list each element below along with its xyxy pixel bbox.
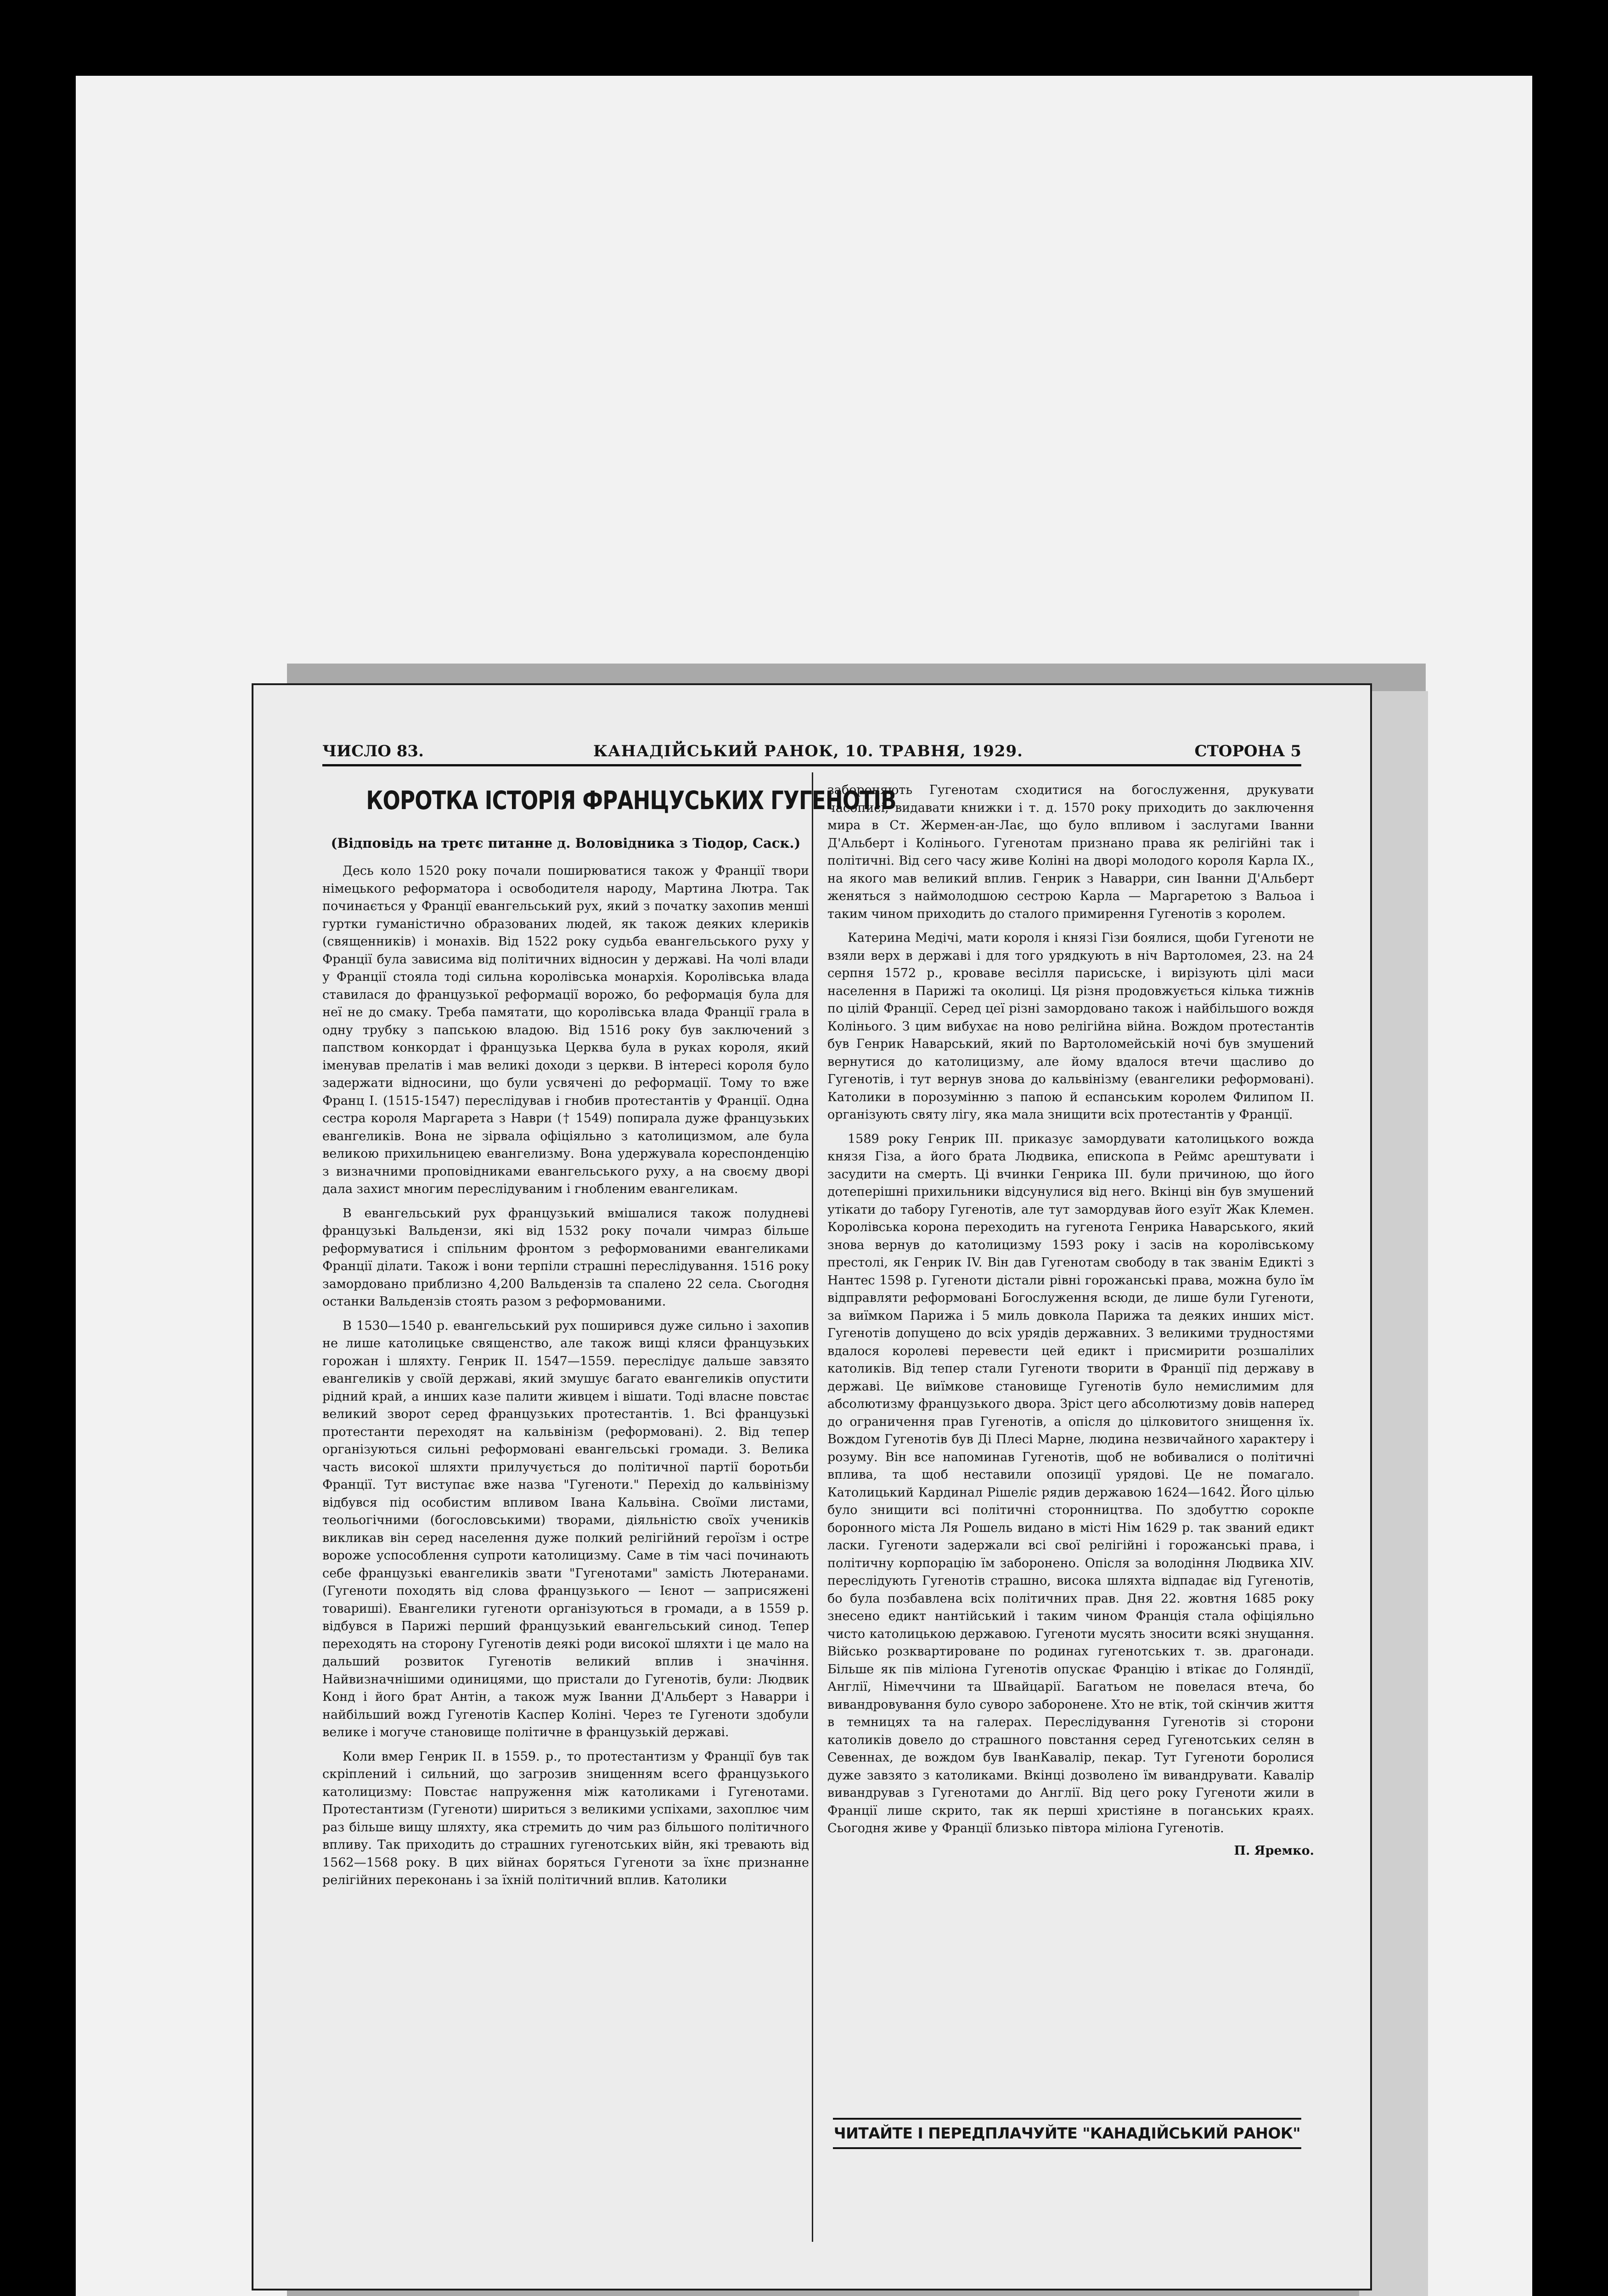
left-column [322,782,896,2242]
header-rule [322,764,1301,766]
newspaper-page [252,683,1372,2290]
issue-number: ЧИСЛО 83. [322,742,424,760]
paragraph: Катерина Медічі, мати короля і князі Гізи боялися, щоби Гугеноти не взяли верх в державі і для того урядкують в ніч Вартоломея, 23. на 24 серпня 1572 р., кроваве весілля парисьске, і вирізують цілі маси населення в Парижі та околиці. Ця різня продовжується кілька тижнів по цілій Франції. Серед цеї різні замордовано також і найбільшого вождя Колінього. З цим вибухає на ново релігійна війна. Вождом протестантів був Генрик Наварський, який по Вартоломейській ночі був змушений вернутися до католицизму, але йому вдалося втечи щасливо до Гугенотів, і тут вернув знова до кальвінізму (евангелики реформовані). Католики в порозумінню з папою й еспанським королем Филипом II. організують святу лігу, яка мала знищити всіх протестантів у Франції. [827,931,1314,1122]
paragraph: Коли вмер Генрик II. в 1559. р., то протестантизм у Франції був так скріплений і сильний, що загрозив знищенням всего французького католицизму: Повстає напруження між католиками і Гугенотами. Протестантизм (Гугеноти) шириться з великими успіхами, захоплює чим раз більше вищу шляхту, яка стремить до чим раз більшого політичного впливу. Так приходить до страшних гугенотських війн, які тревають від 1562—1568 року. В цих війнах боряться Гугеноти за їхнє признанне релігійних переконань і за їхній політичний вплив. Католики [322,1749,809,1887]
paragraph: В 1530—1540 р. евангельський рух поширився дуже сильно і захопив не лише католицьке священство, але також вищі кляси французьких горожан і шляхту. Генрик II. 1547—1559. переслідує дальше завзято евангеликів у своїй державі, який змушує багато евангеликів опустити рідний край, а инших казе палити живцем і вішати. Тоді власне повстає великий зворот серед французьких протестантів. 1. Всі французькі протестанти переходят на кальвінізм (реформовані). 2. Від тепер організуються сильні реформовані евангельські громади. 3. Велика часть високої шляхти прилучується до політичної партії боротьби Франції. Тут виступає вже назва "Гугеноти." Перехід до кальвінізму відбувся під особистим впливом Івана Кальвіна. Своїми листами, теольогічними (богословськими) творами, діяльністю своїх учеників викликав він серед населення дуже полкий релігійний героїзм і остре ворожe успособлення супроти католицизму. Саме в тім часі починають себе французькі евангеликів звати "Гугенотами" замість Лютеранами. (Гугеноти походять від слова французького — Ієнот — заприсяжені товариші). Евангелики гугеноти організуються в громади, а в 1559 р. відбувся в Парижі перший французький евангельський синод. Тепер переходять на сторону Гугенотів деякі роди високої шляхти і це мало на дальший розвиток Гугенотів великий вплив і значіння. Найвизначнішими одиницями, що пристали до Гугенотів, були: Людвик Конд і його брат Антін, а також муж Іванни Д'Альберт з Наварри і найбільший вожд Гугенотів Каспер Коліні. Через те Гугеноти здобули велике і могуче становище політичне в французькій державі. [322,1318,809,1739]
paragraph: забороняють Гугенотам сходитися на богослуження, друкувати часописі, видавати книжки і т. д. 1570 року приходить до заключення мира в Ст. Жермен-ан-Лає, що було впливом і заслугами Іванни Д'Альберт і Колінього. Гугенотам признано права як релігійні так і політичні. Від сего часу живе Коліні на дворі молодого короля Карла IX., на якого мав великий вплив. Генрик з Наварри, син Іванни Д'Альберт женяться з наймолодшою сестрою Карла — Маргаретою з Вальоа і таким чином приходить до сталого примирення Гугенотів з королем. [827,783,1314,921]
column-divider [812,772,813,2242]
article-title: КОРОТКА ІСТОРІЯ ФРАНЦУСЬКИХ ГУГЕНОТІВ [366,786,896,815]
newspaper-masthead: КАНАДІЙСЬКИЙ РАНОК, 10. ТРАВНЯ, 1929. [593,742,1023,760]
paragraph: В евангельський рух французький вмішалися також полудневі французькі Вальдензи, які від 1532 року почали чимраз більше реформуватися і спільним фронтом з реформованими евангеликами Франції ділати. Також і вони терпіли страшні переслідування. 1516 року замордовано приблизно 4,200 Вальдензів та спалено 22 села. Сьогодня останки Вальдензів стоять разом з реформованими. [322,1206,809,1309]
page-number: СТОРОНА 5 [1194,742,1301,760]
author-signature: П. Яремко. [1234,1843,1314,1858]
subscription-banner: ЧИТАЙТЕ І ПЕРЕДПЛАЧУЙТЕ "КАНАДІЙСЬКИЙ РАНОК" [833,2118,1301,2149]
article-subtitle: (Відповідь на третє питанне д. Воловідника з Тіодор, Саск.) [331,835,801,851]
right-column [827,782,1314,2242]
paragraph: 1589 року Генрик III. приказує замордувати католицького вожда князя Гіза, а його брата Людвика, епископа в Реймс арештувати і засудити на смерть. Ці вчинки Генрика III. були причиною, що його дотеперішні прихильники відсунулися від него. Вкінці він був змушений утікати до табору Гугенотів, але тут замордував його езуїт Жак Клемен. Королівська корона переходить на гугенота Генрика Наварського, який знова вернув до католицизму 1593 року і засів на королівському престолі, як Генрик IV. Він дав Гугенотам свободу в так званім Едикті з Нантес 1598 р. Гугеноти дістали рівні горожанські права, можна було їм відправляти реформовані Богослуження всюди, де лише були Гугеноти, за виїмком Парижа і 5 миль довкола Парижа та деяких инших міст. Гугенотів допущено до всіх урядів державних. З великими трудностями вдалося королеві перевести цей едикт і присмирити розшалілих католиків. Від тепер стали Гугеноти творити в Франції під державу в державі. Це виїмкове становище Гугенотів було немислимим для абсолютизму французького двора. Зріст цего абсолютизму довів наперед до ограничення прав Гугенотів, а опісля до цілковитого знищення їх. Вождом Гугенотів був Ді Плесі Марне, людина незвичайного характеру і розуму. Він все напоминав Гугенотів, щоб не вобивалися о політичні вплива, та щоб неставили опозиції урядові. Це не помагало. Католицький Кардинал Рішеліє рядив державою 1624—1642. Його цілью було знищити всі політичні сторонництва. По здобуттю сорокпе боронного міста Ля Рошель видано в місті Нім 1629 р. так званий едикт ласки. Гугеноти задержали всі свої релігійні і горожанські права, і політичну корпорацію їм заборонено. Опісля за володіння Людвика XIV. переслідують Гугенотів страшно, висока шляхта відпадає від Гугенотів, бо була позбавлена всіх політичних прав. Дня 22. жовтня 1685 року знесено едикт нантійський і таким чином Франція стала офіціяльно чисто католицькою державою. Гугеноти мусять зносити всякі знущання. Військо розквартироване по родинах гугенотських т. зв. драгонади. Більше як пів міліона Гугенотів опускає Францію і втікає до Голяндії, Англії, Німеччини та Швайцарії. Багатьом не повелася втеча, бо вивандровування було суворо заборонене. Хто не втік, той скінчив життя в темницях та на галерах. Переслідування Гугенотів зі сторони католиків довело до страшного повстання серед Гугенотських селян в Севеннах, де вождом був ІванКавалір, пекар. Тут Гугеноти боролися дуже завзято з католиками. Вкінці дозволено їм вивандрувати. Кавалір вивандрував з Гугенотами до Англії. Від цего року Гугеноти жили в Франції лише скрито, так як перші христіяне в поганських краях. Сьогодня живе у Франції близько півтора міліона Гугенотів. [827,1131,1314,1835]
paragraph: Десь коло 1520 року почали поширюватися також у Франції твори німецького реформатора і освободителя народу, Мартина Лютра. Так починається у Франції евангельський рух, який з початку захопив менші гуртки гуманістично образованих людей, як також деяких клериків (священників) і монахів. Від 1522 року судьба евангельського руху у Франції була зависима від політичних відносин у державі. На чолі влади у Франції стояла тоді сильна королівська монархія. Королівська влада ставилася до французької реформації ворожо, бо реформація була для неї не до смаку. Треба памятати, що королівська влада Франції грала в одну трубку з папською владою. Від 1516 року був заключений з папством конкордат і французька Церква була в руках короля, який іменував прелатів і мав великі доходи з церкви. В інтересі короля було задержати відносини, що були усвячені до реформації. Тому то вже Франц I. (1515-1547) переслідував і гнобив протестантів у Франції. Одна сестра короля Маргарета з Наври († 1549) попирала дуже французьких евангеликів. Вона не зірвала офіціяльно з католицизмом, але була великою прихильницею евангелизму. Вона удержувала кореспонденцію з визначними проповідниками евангельського руху, а на своєму дворі дала захист многим переслідуваним і гнобленим евангеликам. [322,864,809,1196]
